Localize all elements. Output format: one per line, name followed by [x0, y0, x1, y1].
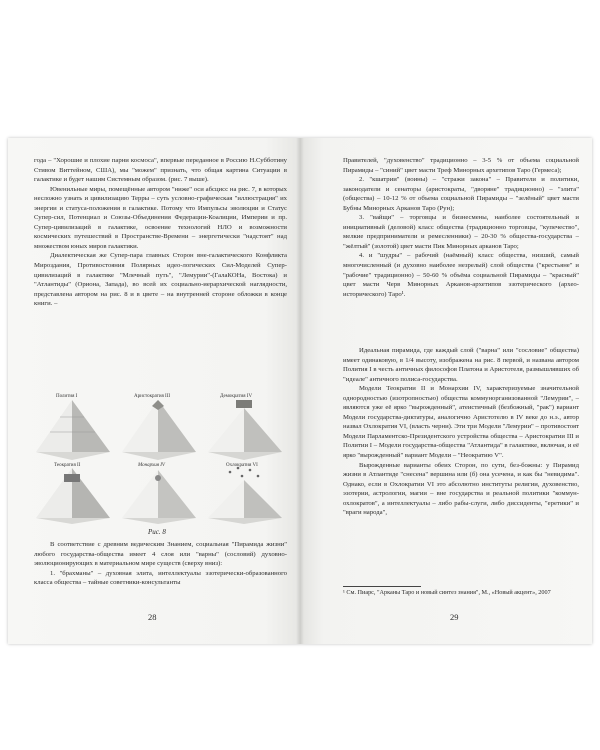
figure-label: Теократия II — [54, 463, 81, 468]
figure-caption: Рис. 8 — [148, 528, 166, 536]
figure-label: Охлократия VI — [226, 463, 258, 468]
right-mid-text — [343, 346, 579, 518]
paragraph: 4. и "шудры" – рабочий (наёмный) класс общества, низший, самый многочисленный (и духовно наиболее незрелый) слой общества ("крестьяне" и "рабочие" традиционно) – 50-60 % объёма социальной Пирамиды – "красный" цвет масти Черв Минорных Арканов-архетипов эзотерического (архео-исторического) Таро¹. — [343, 252, 579, 298]
pyramid-ochlocracy — [208, 467, 282, 524]
footnote-rule — [343, 586, 421, 587]
footnote-text: ¹ См. Пиарс, "Арканы Таро и новый синтез знания", М., «Новый акцент», 2007 — [343, 589, 551, 596]
left-page — [8, 138, 300, 644]
paragraph: Вырожденные варианты обеих Сторон, по сути, без-божны: у Пирамид жизни в Атлантиде "снесена" вершина или (б) она усечена, и как бы "невидима". Однако, если в Охлократии VI это абсолютно институты религии, духовенство, эзотерии, астрологии, магии – вне государства и реальной политики "коммун-охлократов", а интеллектуалы – либо рабы-слуги, либо диссиденты, "еретики" и "враги народа", — [343, 461, 579, 517]
paragraph: Идеальная пирамида, где каждый слой ("варна" или "сословие" общества) имеет одинаковую, в 1/4 высоту, изображена на рис. 8 первой, и названа автором Полития I в честь античных философов Платона и Аристотеля, размышлявших об "идеале" античного полиса-государства. — [343, 347, 579, 383]
figure-label: Монархия IV — [138, 463, 165, 468]
page-number: 29 — [450, 612, 459, 622]
right-top-text — [343, 156, 579, 299]
pyramids-figure — [30, 386, 290, 526]
figure-label: Демократия IV — [220, 394, 253, 399]
paragraph: Модели Теократии II и Монархии IV, характеризуемые значительной однородностью (изотропностью) общества коммунорганизованной "Лемурии", – являются уже её ярко "вырожденный", атеистичный (безбожный, "рак") вариант Модели государства-диктатуры, аналогично Аристотелю в IV веке до н.э., автор назвал Охлократия VI, (власть черни). Эти три Модели "Лемурии" – противостоят Модели Парламентско-Президентского устройства общества – Аристократии III и Политии I – Модели государства-общества "Атлантида" в галактике, включая, и её ярко "вырожденный" вариант Модели – "Неократию V". — [343, 385, 579, 460]
pyramid-democracy — [208, 400, 282, 460]
pyramid-monarchy — [122, 470, 196, 524]
footnote — [343, 589, 579, 598]
right-page — [300, 138, 592, 644]
pyramid-aristocracy — [122, 400, 196, 460]
page-number: 28 — [148, 612, 157, 622]
paragraph: Ювенильные миры, помещённые автором "ниже" оси абсцисс на рис. 7, в которых несложно узнать и цивилизацию Терры – суть условно-графическая "иллюстрация" их энергии и статуса-положения в галактике. Потому что Импульсы эволюции и Статус Супер-сил, Потенциал и Союзы-Объединения Федерации-Коалиции, Империи и пр. Супер-цивилизаций в галактике, освоение технологий НЛО и возможности космических путешествий в Пространстве-Времени – энергетически "надстоят" над множеством юных миров галактики. — [34, 185, 287, 250]
paragraph: года – "Хорошие и плохие парни космоса", впервые переданное в Россию Н.Субботину Стивом Виттейном, США), мы "можем" признать, что общая картина Ситуации в галактике и будет нашим Системным образом. (рис. 7 выше). — [34, 157, 287, 184]
paragraph: Правителей, "духовенство" традиционно – 3-5 % от объема социальной Пирамиды – "синий" цвет масти Треф Минорных архетипов Таро (Гермеса); — [343, 157, 579, 174]
paragraph: 1. "брахманы" – духовная элита, интеллектуалы эзотерически-образованного класса общества – тайные советники-консультанты — [34, 569, 287, 587]
book-gutter — [296, 138, 304, 644]
left-bottom-text — [34, 540, 287, 588]
left-top-text — [34, 156, 287, 309]
pyramid-theocracy — [36, 468, 110, 524]
paragraph: 3. "вайщи" – торговцы и бизнесмены, наиболее состоятельный и инициативный (деловой) класс общества (традиционно торговцы, "купечество", мелкие предприниматели и ремесленники) – 20-30 % общества-государства – "жёлтый" (золотой) цвет масти Пик Минорных арканов Таро; — [343, 214, 579, 250]
paragraph: 2. "кшатрии" (воины) – "стражи закона" – Правители и политики, законодатели и сенаторы (аристократы, "дворяне" традиционно) – "элита" (общества) – 10-12 % от объема социальной Пирамиды – "зелёный" цвет масти Бубны Минорных Арканов Таро (Рун); — [343, 176, 579, 212]
pyramid-politia — [36, 400, 110, 460]
figure-label: Полития I — [56, 394, 78, 399]
paragraph: В соответствие с древним ведическим Знанием, социальная "Пирамида жизни" любого государства-общества имеет 4 слоя или "варны" (сословий) духовно-эволюционирующих в материальном мире существ (сверху вниз): — [34, 541, 287, 568]
book-spread — [8, 138, 592, 644]
paragraph: Диалектическая же Супер-пара главных Сторон вне-галактического Конфликта Мироздания, Противостояния Полярных идео-логических Сил-Моделей Супер-цивилизаций в галактике "Млечный путь", "Лемурии"-(ГалаКОНа, Востока) и "Атлантиды" (Ориона, Запада), во всей их социально-иерархической наглядности, представлена автором на рис. 8 и в цвете – на внутренней стороне обложки в конце книги. – — [34, 252, 287, 308]
figure-label: Аристократия III — [134, 394, 171, 399]
